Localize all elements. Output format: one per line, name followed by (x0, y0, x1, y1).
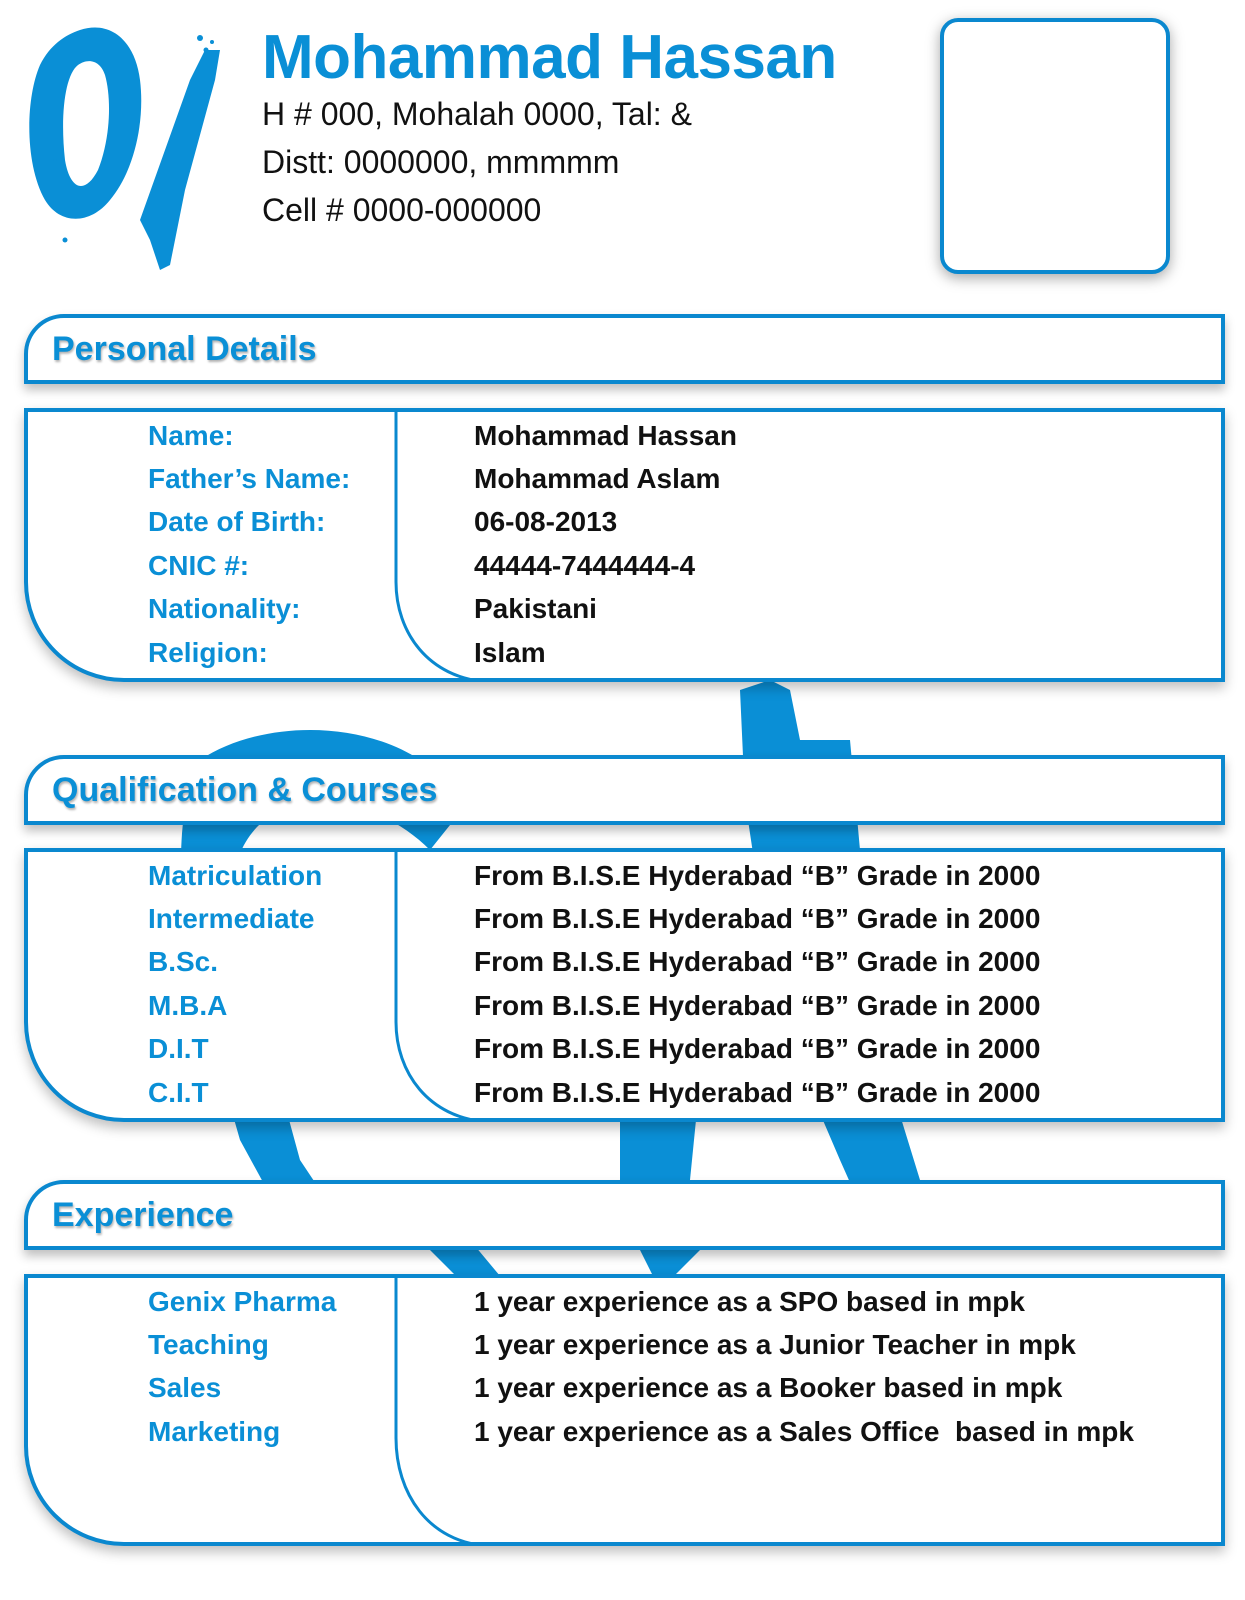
qualification-value: From B.I.S.E Hyderabad “B” Grade in 2000 (474, 1033, 1041, 1064)
section-title: Experience (52, 1196, 234, 1234)
experience-value: 1 year experience as a Booker based in mpk (474, 1372, 1063, 1403)
section-title: Qualification & Courses (52, 771, 438, 809)
qualification-value: From B.I.S.E Hyderabad “B” Grade in 2000 (474, 1077, 1041, 1108)
field-label: Nationality: (148, 593, 301, 624)
field-label: CNIC #: (148, 550, 250, 581)
cv-logo-icon (20, 20, 240, 275)
qualification-value: From B.I.S.E Hyderabad “B” Grade in 2000 (474, 946, 1041, 977)
qualification-label: B.Sc. (148, 946, 219, 977)
experience-label: Sales (148, 1372, 222, 1403)
field-value: Mohammad Hassan (474, 420, 737, 451)
field-value: 44444-7444444-4 (474, 550, 696, 581)
experience-label: Genix Pharma (148, 1286, 337, 1317)
field-value: Islam (474, 637, 546, 668)
experience-value: 1 year experience as a Sales Office based in mpk (474, 1416, 1134, 1447)
field-label: Father’s Name: (148, 463, 351, 494)
candidate-name: Mohammad Hassan (262, 23, 837, 92)
field-label: Religion: (148, 637, 268, 668)
field-value: Pakistani (474, 593, 597, 624)
section-body-qualification (24, 848, 1225, 1122)
address-line-1: H # 000, Mohalah 0000, Tal: & (262, 96, 692, 132)
experience-label: Teaching (148, 1329, 269, 1360)
qualification-value: From B.I.S.E Hyderabad “B” Grade in 2000 (474, 903, 1041, 934)
qualification-label: Intermediate (148, 903, 315, 934)
section-body-personal-details (24, 408, 1225, 682)
field-label: Name: (148, 420, 234, 451)
cell-number: Cell # 0000-000000 (262, 192, 542, 228)
qualification-label: Matriculation (148, 860, 323, 891)
qualification-value: From B.I.S.E Hyderabad “B” Grade in 2000 (474, 990, 1041, 1021)
column-divider (28, 1278, 1225, 1546)
section-title: Personal Details (52, 330, 317, 368)
experience-value: 1 year experience as a SPO based in mpk (474, 1286, 1025, 1317)
section-header-experience (24, 1180, 1225, 1250)
section-header-personal-details (24, 314, 1225, 384)
experience-label: Marketing (148, 1416, 281, 1447)
address-line-2: Distt: 0000000, mmmmm (262, 144, 620, 180)
qualification-label: M.B.A (148, 990, 228, 1021)
field-label: Date of Birth: (148, 506, 326, 537)
qualification-label: C.I.T (148, 1077, 209, 1108)
experience-value: 1 year experience as a Junior Teacher in mpk (474, 1329, 1076, 1360)
section-body-experience (24, 1274, 1225, 1546)
section-header-qualification (24, 755, 1225, 825)
photo-placeholder (940, 18, 1170, 274)
field-value: Mohammad Aslam (474, 463, 721, 494)
qualification-label: D.I.T (148, 1033, 209, 1064)
field-value: 06-08-2013 (474, 506, 618, 537)
qualification-value: From B.I.S.E Hyderabad “B” Grade in 2000 (474, 860, 1041, 891)
